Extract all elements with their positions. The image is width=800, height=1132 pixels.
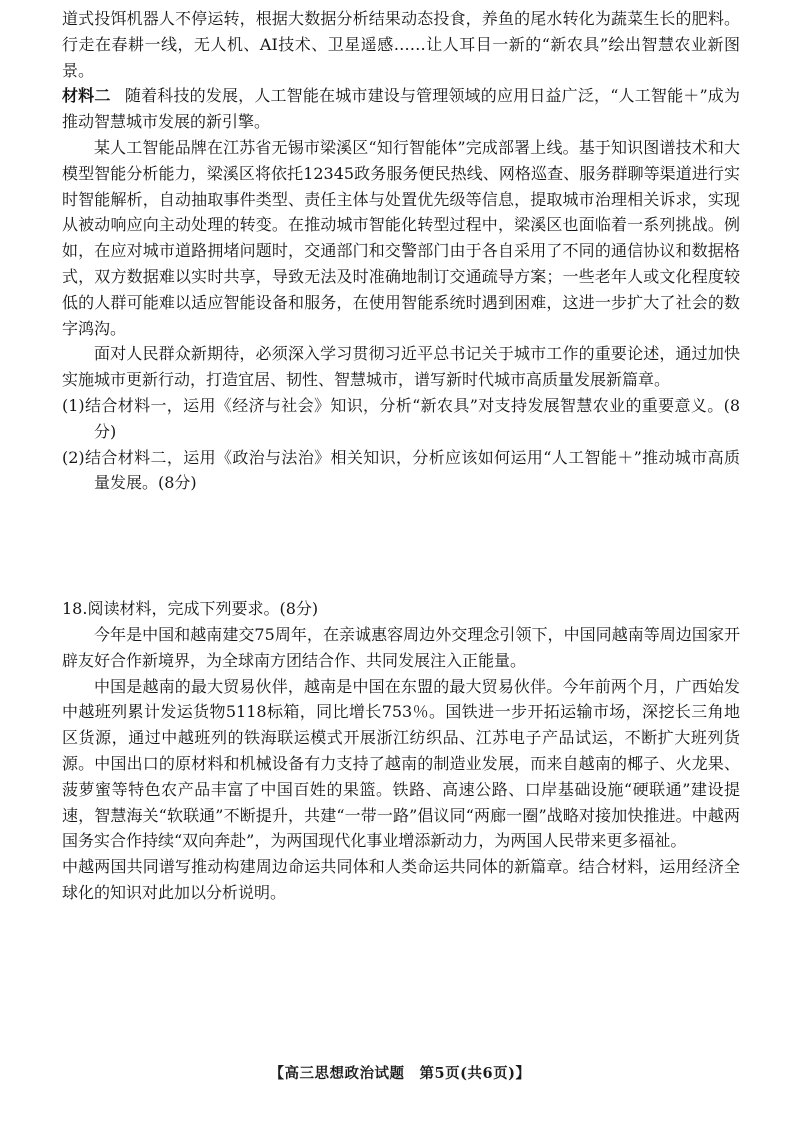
page-body — [62, 6, 740, 906]
material-2-intro: 随着科技的发展，人工智能在城市建设与管理领域的应用日益广泛，“人工智能＋”成为推动智慧城市发展的新引擎。 — [62, 86, 740, 132]
material-2-paragraph — [62, 83, 740, 135]
question-18-para-3: 中越两国共同谱写推动构建周边命运共同体和人类命运共同体的新篇章。结合材料，运用经济全球化的知识对此加以分析说明。 — [62, 857, 740, 902]
question-18-block — [62, 596, 740, 906]
material-1-continuation: 道式投饵机器人不停运转，根据大数据分析结果动态投食，养鱼的尾水转化为蔬菜生长的肥料。行走在春耕一线，无人机、AI技术、卫星遥感……让人耳目一新的“新农具”绘出智慧农业新图景。 — [62, 9, 740, 80]
question-18-para-2: 中国是越南的最大贸易伙伴，越南是中国在东盟的最大贸易伙伴。今年前两个月，广西始发中越班列累计发运货物5118标箱，同比增长753％。国铁进一步开拓运输市场，深挖长三角地区货源，通过中越班列的铁海联运模式开展浙江纺织品、江苏电子产品试运，不断扩大班列货源。中国出口的原材料和机械设备有力支持了越南的制造业发展，而来自越南的椰子、火龙果、菠萝蜜等特色农产品丰富了中国百姓的果篮。铁路、高速公路、口岸基础设施“硬联通”建设提速，智慧海关“软联通”不断提升，共建“一带一路”倡议同“两廊一圈”战略对接加快推进。中越两国务实合作持续“双向奔赴”，为两国现代化事业增添新动力，为两国人民带来更多福祉。 — [62, 676, 740, 851]
question-17-sub-1: (1)结合材料一，运用《经济与社会》知识，分析“新农具”对支持发展智慧农业的重要意义。(8分) — [62, 395, 740, 441]
question-18-heading: 18.阅读材料，完成下列要求。(8分) — [62, 599, 319, 619]
page-footer: 【高三思想政治试题 第5页(共6页)】 — [269, 1065, 531, 1082]
material-2-body-1: 某人工智能品牌在江苏省无锡市梁溪区“知行智能体”完成部署上线。基于知识图谱技术和大模型智能分析能力，梁溪区将依托12345政务服务便民热线、网格巡查、服务群聊等渠道进行实时智能解析，自动抽取事件类型、责任主体与处置优先级等信息，提取城市治理相关诉求，实现从被动响应向主动处理的转变。在推动城市智能化转型过程中，梁溪区也面临着一系列挑战。例如，在应对城市道路拥堵问题时，交通部门和交警部门由于各自采用了不同的通信协议和数据格式，双方数据难以实时共享，导致无法及时准确地制订交通疏导方案；一些老年人或文化程度较低的人群可能难以适应智能设备和服务，在使用智能系统时遇到困难，这进一步扩大了社会的数字鸿沟。 — [62, 137, 740, 338]
question-17-block — [62, 6, 740, 496]
material-2-label: 材料二 — [62, 86, 111, 106]
question-18-para-1: 今年是中国和越南建交75周年，在亲诚惠容周边外交理念引领下，中国同越南等周边国家开辟友好合作新境界，为全球南方团结合作、共同发展注入正能量。 — [62, 624, 740, 670]
material-2-body-2: 面对人民群众新期待，必须深入学习贯彻习近平总书记关于城市工作的重要论述，通过加快实施城市更新行动，打造宜居、韧性、智慧城市，谱写新时代城市高质量发展新篇章。 — [62, 344, 740, 390]
question-17-sub-2: (2)结合材料二，运用《政治与法治》相关知识，分析应该如何运用“人工智能＋”推动城市高质量发展。(8分) — [62, 447, 740, 493]
